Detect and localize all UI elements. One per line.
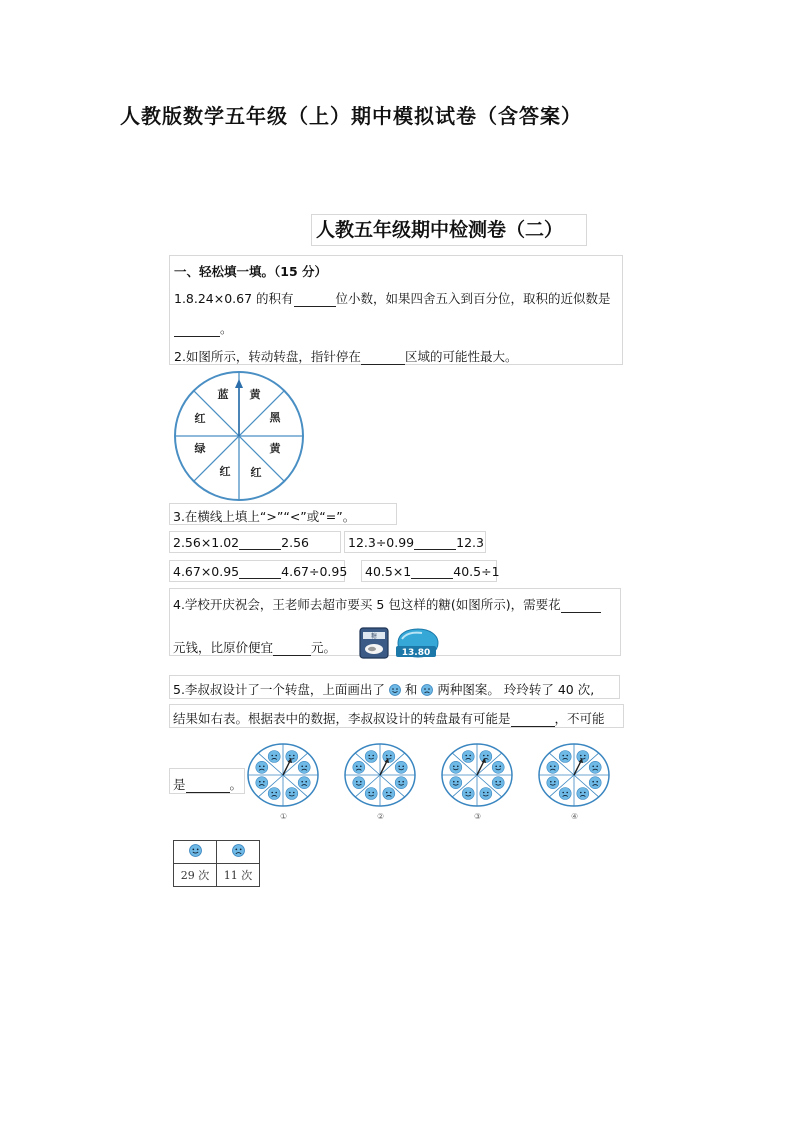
table-cell-happy-count: 29 次 <box>174 864 217 887</box>
happy-face-icon <box>450 761 462 773</box>
q3-item-1 <box>173 535 309 550</box>
happy-face-icon <box>389 684 401 696</box>
exam-title: 人教五年级期中检测卷（二） <box>311 214 587 246</box>
q5-text-d: 结果如右表。根据表中的数据，李叔叔设计的转盘最有可能是 <box>173 711 511 726</box>
sad-face-icon <box>480 751 492 763</box>
happy-face-icon <box>395 777 407 789</box>
sad-face-icon <box>268 788 280 800</box>
sad-face-icon <box>256 777 268 789</box>
spinner-option-3 <box>440 742 514 808</box>
happy-face-icon <box>189 844 202 857</box>
sad-face-icon <box>589 777 601 789</box>
spinner-option-4 <box>537 742 611 808</box>
sad-face-icon <box>462 751 474 763</box>
spinner-number-1: ① <box>280 812 288 821</box>
q5-text-e: ，不可能 <box>554 711 605 726</box>
wheel-label-red-bottom-right: 红 <box>250 466 262 479</box>
happy-face-icon <box>462 788 474 800</box>
q4-text-b: 元钱，比原价便宜 <box>173 640 274 655</box>
q3-item-4-left: 40.5×1 <box>365 564 412 579</box>
sad-face-icon <box>559 788 571 800</box>
question-4-line2 <box>173 638 336 656</box>
q5-text-g: 。 <box>229 777 243 792</box>
q3-item-1-left: 2.56×1.02 <box>173 535 240 550</box>
result-table <box>173 840 260 887</box>
table-cell-sad-face <box>217 841 260 864</box>
question-5-line1 <box>173 680 594 698</box>
q3-item-1-right: 2.56 <box>281 535 309 550</box>
section-heading: 一、轻松填一填。（15 分） <box>174 264 327 279</box>
q3-item-2-blank[interactable] <box>414 537 456 550</box>
q3-item-1-blank[interactable] <box>239 537 281 550</box>
q5-text-b: 和 <box>404 682 418 697</box>
question-4-line1 <box>173 595 601 613</box>
happy-face-icon <box>395 761 407 773</box>
q1-text-b: 位小数，如果四舍五入到百分位，取积的近似数是 <box>335 291 611 306</box>
q5-text-a: 5.李叔叔设计了一个转盘，上面画出了 <box>173 682 385 697</box>
q5-blank-2[interactable] <box>186 780 230 793</box>
sad-face-icon <box>268 751 280 763</box>
happy-face-icon <box>353 777 365 789</box>
sad-face-icon <box>577 788 589 800</box>
happy-face-icon <box>286 751 298 763</box>
happy-face-icon <box>480 788 492 800</box>
q3-item-2-left: 12.3÷0.99 <box>348 535 415 550</box>
q4-blank-2[interactable] <box>273 643 311 656</box>
wheel-label-green: 绿 <box>194 442 206 455</box>
happy-face-icon <box>492 777 504 789</box>
candy-pack-icon <box>358 626 390 660</box>
q2-text-b: 区域的可能性最大。 <box>404 349 518 364</box>
wheel-label-yellow-bottom: 黄 <box>269 442 281 455</box>
question-1-line2 <box>174 319 233 337</box>
q4-text-a: 4.学校开庆祝会，王老师去超市要买 5 包这样的糖(如图所示)，需要花 <box>173 597 561 612</box>
document-title: 人教版数学五年级（上）期中模拟试卷（含答案） <box>120 104 582 128</box>
q4-text-c: 元。 <box>311 640 337 655</box>
spinner-option-2 <box>343 742 417 808</box>
table-row <box>174 841 260 864</box>
happy-face-icon <box>577 751 589 763</box>
question-5-line3 <box>173 775 242 793</box>
q1-text-a: 1.8.24×0.67 的积有 <box>174 291 294 306</box>
wheel-label-red-left: 红 <box>194 412 206 425</box>
wheel-label-red-bottom-left: 红 <box>219 465 231 478</box>
question-3-line: 3.在横线上填上“>”“<”或“=”。 <box>173 509 356 524</box>
color-wheel-diagram <box>171 368 307 504</box>
happy-face-icon <box>365 788 377 800</box>
wheel-label-blue: 蓝 <box>217 388 229 401</box>
happy-face-icon <box>547 777 559 789</box>
table-cell-sad-count: 11 次 <box>217 864 260 887</box>
q3-item-4 <box>365 564 500 579</box>
candy-pack-label: 糖 <box>370 633 378 640</box>
table-cell-happy-face <box>174 841 217 864</box>
wheel-label-black: 黑 <box>269 411 281 424</box>
sad-face-icon <box>256 761 268 773</box>
sad-face-icon <box>589 761 601 773</box>
spinner-number-2: ② <box>377 812 385 821</box>
sad-face-icon <box>298 777 310 789</box>
spinner-number-3: ③ <box>474 812 482 821</box>
price-tag-value: 13.80 <box>401 648 431 658</box>
happy-face-icon <box>450 777 462 789</box>
q3-item-4-right: 40.5÷1 <box>453 564 500 579</box>
sad-face-icon <box>353 761 365 773</box>
happy-face-icon <box>286 788 298 800</box>
happy-face-icon <box>365 751 377 763</box>
q1-blank-1[interactable] <box>294 294 336 307</box>
q3-item-2-right: 12.3 <box>456 535 484 550</box>
sad-face-icon <box>559 751 571 763</box>
q5-text-f: 是 <box>173 777 186 792</box>
wheel-label-yellow-top: 黄 <box>249 388 261 401</box>
q5-blank-1[interactable] <box>511 714 555 727</box>
spinner-option-1 <box>246 742 320 808</box>
q4-blank-1[interactable] <box>561 600 601 613</box>
happy-face-icon <box>492 761 504 773</box>
question-2-line <box>174 347 517 365</box>
sad-face-icon <box>383 788 395 800</box>
spinner-number-4: ④ <box>571 812 579 821</box>
q1-blank-2[interactable] <box>174 324 220 337</box>
q3-item-3-right: 4.67÷0.95 <box>281 564 348 579</box>
price-tag-icon <box>392 627 442 661</box>
q2-text-a: 2.如图所示，转动转盘，指针停在 <box>174 349 361 364</box>
sad-face-icon <box>298 761 310 773</box>
sad-face-icon <box>547 761 559 773</box>
q1-text-c: 。 <box>220 321 233 336</box>
sad-face-icon <box>232 844 245 857</box>
q3-item-3-blank[interactable] <box>239 566 281 579</box>
q3-item-3-left: 4.67×0.95 <box>173 564 240 579</box>
question-5-line2 <box>173 709 605 727</box>
q3-item-2 <box>348 535 484 550</box>
happy-face-icon <box>383 751 395 763</box>
q3-item-4-blank[interactable] <box>411 566 453 579</box>
table-row <box>174 864 260 887</box>
q2-blank[interactable] <box>361 352 405 365</box>
q5-text-c: 两种图案。 玲玲转了 40 次, <box>437 682 595 697</box>
sad-face-icon <box>421 684 433 696</box>
q3-item-3 <box>173 564 347 579</box>
question-1-line1 <box>174 289 611 307</box>
